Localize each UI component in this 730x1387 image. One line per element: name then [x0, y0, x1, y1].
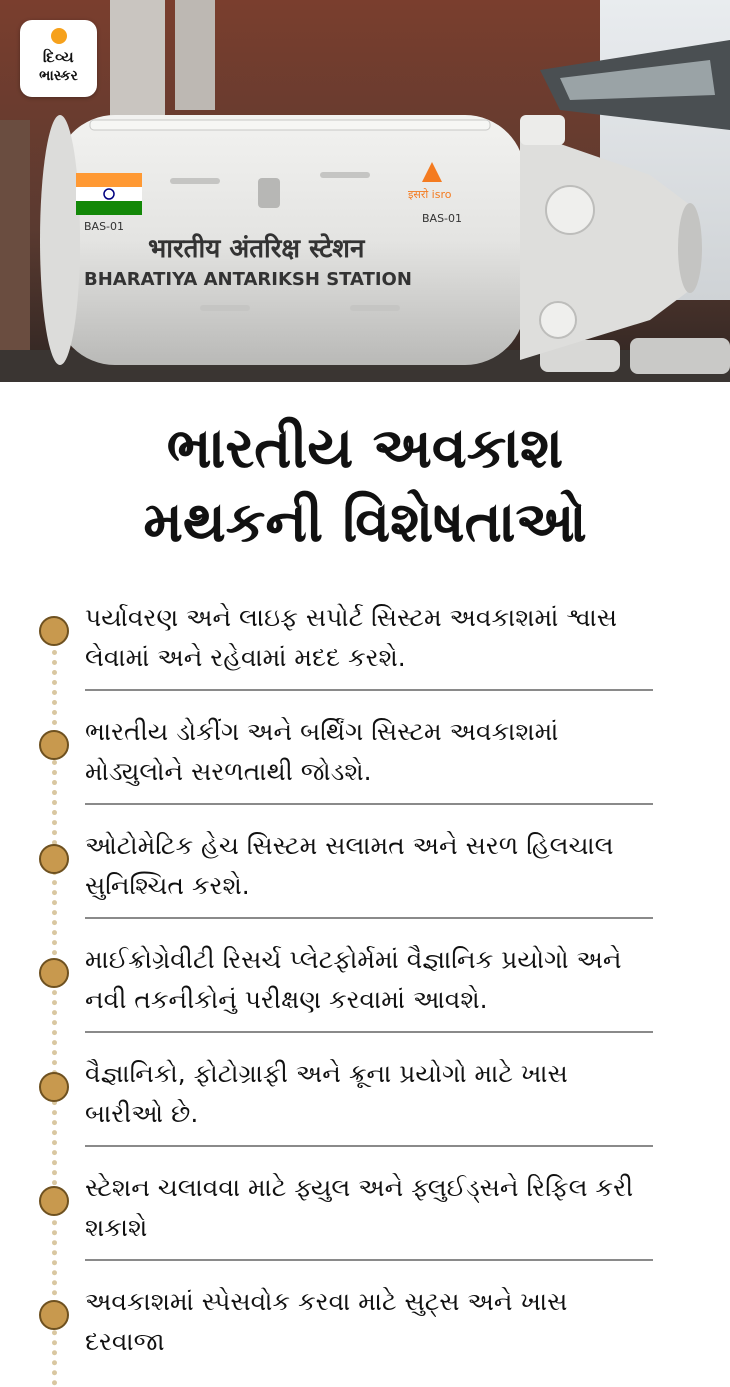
feature-text: ઓટોમેટિક હેચ સિસ્ટમ સલામત અને સરળ હિલચાલ સુનિશ્ચિત કરશે.	[85, 831, 614, 900]
feature-text: અવકાશમાં સ્પેસવોક કરવા માટે સુટ્સ અને ખાસ દરવાજા	[85, 1287, 568, 1356]
separator	[85, 1031, 653, 1033]
hindi-station-label: भारतीय अंतरिक्ष स्टेशन	[148, 234, 365, 264]
sun-icon	[51, 28, 67, 44]
bullet-dot	[39, 844, 69, 874]
bullet-dot	[39, 1186, 69, 1216]
divya-bhaskar-logo	[20, 20, 97, 97]
bullet-dot	[39, 1072, 69, 1102]
tag-left: BAS-01	[84, 220, 125, 233]
bullet-dot	[39, 1300, 69, 1330]
separator	[85, 803, 653, 805]
bullet-dot	[39, 958, 69, 988]
bullet-dot	[39, 616, 69, 646]
feature-text: માઈક્રોગ્રેવીટી રિસર્ચ પ્લેટફોર્મમાં વૈજ્ઞાનિક પ્રયોગો અને નવી તકનીકોનું પરીક્ષણ કરવામાં આવશે.	[85, 945, 622, 1014]
hero-photo	[0, 0, 730, 382]
separator	[85, 917, 653, 919]
separator	[85, 689, 653, 691]
separator	[85, 1259, 653, 1261]
title-line-1: ભારતીય અવકાશ	[166, 416, 564, 481]
feature-text: સ્ટેશન ચલાવવા માટે ફ્યુલ અને ફ્લુઈડ્સને રિફિલ કરી શકાશે	[85, 1173, 634, 1242]
logo-line-1: દિવ્ય	[42, 48, 75, 66]
page-title	[0, 412, 730, 560]
english-station-label: BHARATIYA ANTARIKSH STATION	[84, 269, 412, 290]
space-station-module-photo	[0, 0, 730, 382]
bullet-dot	[39, 730, 69, 760]
isro-logo-text: इसरो isro	[408, 188, 452, 201]
tag-right: BAS-01	[422, 212, 463, 225]
title-line-2: મથકની વિશેષતાઓ	[143, 490, 587, 555]
feature-text: પર્યાવરણ અને લાઇફ સપોર્ટ સિસ્ટમ અવકાશમાં શ્વાસ લેવામાં અને રહેવામાં મદદ કરશે.	[85, 603, 618, 672]
separator	[85, 1145, 653, 1147]
feature-text: ભારતીય ડોકીંગ અને બર્થિંગ સિસ્ટમ અવકાશમાં મોડ્યુલોને સરળતાથી જોડશે.	[85, 717, 559, 786]
feature-text: વૈજ્ઞાનિકો, ફોટોગ્રાફી અને ક્રૂના પ્રયોગો માટે ખાસ બારીઓ છે.	[85, 1059, 568, 1128]
logo-line-2: ભાસ્કર	[39, 68, 78, 84]
